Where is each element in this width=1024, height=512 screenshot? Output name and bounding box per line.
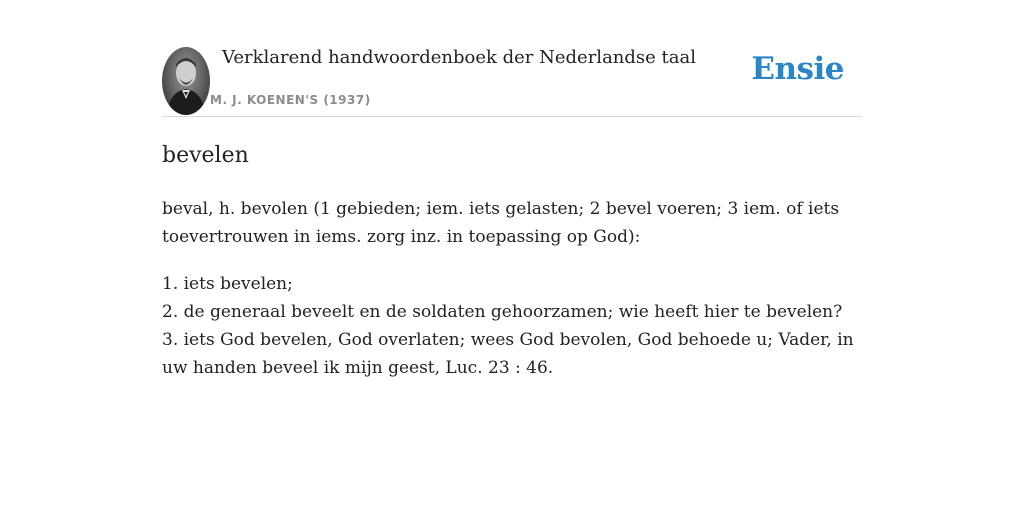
author-portrait-icon (162, 47, 210, 115)
example-item: 2. de generaal beveelt en de soldaten gehoorzamen; wie heeft hier te bevelen? (162, 302, 843, 322)
dictionary-header (162, 0, 862, 117)
ensie-logo-link[interactable]: Ensie (751, 51, 844, 87)
example-item: 1. iets bevelen; (162, 274, 293, 294)
entry-headword: bevelen (162, 143, 249, 168)
author-label: M. J. KOENEN'S (1937) (210, 93, 371, 107)
entry-definition: beval, h. bevolen (1 gebieden; iem. iets gelasten; 2 bevel voeren; 3 iem. of iets toevertrouwen in iems. zorg inz. in toepassing op God): (162, 199, 840, 247)
page-container (162, 0, 862, 382)
book-title[interactable]: Verklarend handwoordenboek der Nederlandse taal (222, 47, 696, 68)
example-item: 3. iets God bevelen, God overlaten; wees God bevolen, God behoede u; Vader, in uw handen beveel ik mijn geest, Luc. 23 : 46. (162, 330, 854, 378)
example-list (162, 270, 862, 382)
